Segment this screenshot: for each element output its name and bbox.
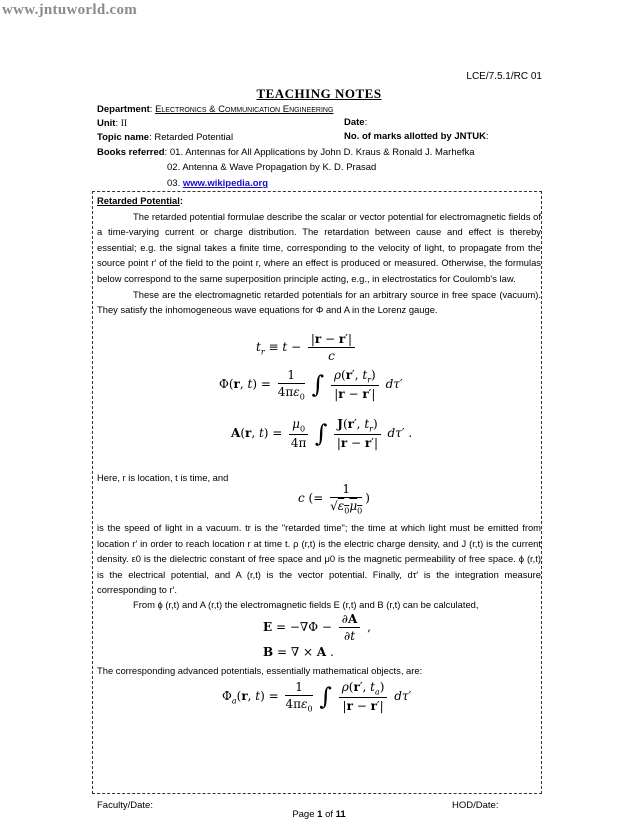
page-total: 11 <box>335 809 346 820</box>
unit-value: II <box>120 119 128 129</box>
document-reference: LCE/7.5.1/RC 01 <box>466 71 542 82</box>
book-3: 03. <box>167 178 183 189</box>
department-value: Electronics & Communication Engineering <box>155 104 334 115</box>
department-line: Department: Electronics & Communication Engineering <box>97 104 334 115</box>
book-3-line <box>167 178 268 189</box>
unit-label: Unit <box>97 118 116 129</box>
books-label: Books referred <box>97 147 165 158</box>
books-line: Books referred: 01. Antennas for All Applications by John D. Kraus & Ronald J. Marhefka <box>97 147 475 158</box>
topic-value: Retarded Potential <box>154 132 234 143</box>
unit-line: Unit: II <box>97 118 128 129</box>
faculty-date: Faculty/Date: <box>97 800 153 811</box>
paragraph-6: The corresponding advanced potentials, essentially mathematical objects, are: <box>97 665 423 676</box>
paragraph-1: The retarded potential formulae describe the scalar or vector potential for electromagnetic fields of a time-varying current or charge distribution. The retardation between cause and effect is thereby essential; e.g. the signal takes a finite time, corresponding to the velocity of light, to propagate from the source point r′ of the field to the point r, where an effect is produced or measured. Otherwise, the formulas below correspond to the same superposition principle acting, e.g., in electrostatics for Coulomb's law. <box>97 210 541 284</box>
watermark: www.jntuworld.com <box>2 2 138 18</box>
equation-vector-potential: A(r, t) = $\frac{\mu_0}{4\pi}$ ∫ $\frac{J(r', t_r)}{|r - r'|}$ dτ′ . <box>231 417 413 451</box>
wikipedia-link[interactable]: www.wikipedia.org <box>182 178 269 189</box>
equation-speed-of-light: c (= $\frac{1}{√\varepsilon_0\mu_0}$ ) <box>298 482 370 516</box>
topic-line: Topic name: Retarded Potential <box>97 132 234 143</box>
marks-line: No. of marks allotted by JNTUK: <box>344 131 489 142</box>
paragraph-3: Here, r is location, t is time, and <box>97 472 229 483</box>
date-label: Date <box>344 117 365 128</box>
book-1: 01. Antennas for All Applications by John D. Kraus & Ronald J. Marhefka <box>169 147 475 158</box>
page-title: TEACHING NOTES <box>256 86 382 101</box>
paragraph-2: These are the electromagnetic retarded potentials for an arbitrary source in free space (vacuum). They satisfy the inhomogeneous wave equations for Φ and A in the Lorenz gauge. <box>97 288 541 316</box>
paragraph-4: is the speed of light in a vacuum. tr is the "retarded time"; the time at which light must be emitted from location r′ in order to reach location r at time t. ρ (r,t) is the electric charge density, and J (r,t) is the current density. ε0 is the dielectric constant of free space and μ0 is the magnetic permeability of free space. ϕ (r,t) is the electrical potential, and A (r,t) is the vector potential. Finally, dτ′ is the integration measure corresponding to r′. <box>97 522 541 596</box>
page-of: of <box>322 809 336 820</box>
equation-retarded-time: $t_r \equiv t$ − $\frac{|r - r'|}{c}$ <box>256 332 358 363</box>
equation-electric-field: E = −∇Φ − $\frac{\partial A}{\partial t}$ , <box>263 612 371 643</box>
equation-magnetic-field: B = ∇ × A . <box>263 645 334 659</box>
paragraph-5: From ϕ (r,t) and A (r,t) the electromagnetic fields E (r,t) and B (r,t) can be calculated, <box>133 599 479 610</box>
content-text: Retarded Potential: The retarded potential formulae describe the scalar or vector potential for electromagnetic fields of a time-varying current or charge distribution. The retardation between cause and effect is thereby essential; e.g. the signal takes a finite time, corresponding to the velocity of light, to propagate from the source point r′ of the field to the point r, where an effect is produced or measured. Otherwise, the formulas below correspond to the same superposition principle acting, e.g., in electrostatics for Coulomb's law. These are the electromagnetic retarded potentials for an arbitrary source in free space (vacuum). They satisfy the inhomogeneous wave equations for Φ and A in the Lorenz gauge. <box>97 193 541 318</box>
page-prefix: Page <box>292 809 318 820</box>
department-label: Department <box>97 104 150 115</box>
paragraph-5-wrap <box>97 597 541 613</box>
hod-date: HOD/Date: <box>452 800 499 811</box>
equation-scalar-potential: Φ(r, t) = $\frac{1}{4\pi\varepsilon_0}$ ∫ $\frac{\rho(r', t_r)}{|r - r'|}$ dτ′ <box>219 368 403 402</box>
topic-label: Topic name <box>97 132 150 143</box>
equation-advanced-potential: $\Phi_a(r$, t) = $\frac{1}{4\pi\varepsilon_0}$ ∫ $\frac{\rho(r', t_a)}{|r - r'|}$ dτ′ <box>222 680 412 714</box>
page-current: 1 <box>317 809 323 820</box>
book-2: 02. Antenna & Wave Propagation by K. D. Prasad <box>167 162 377 173</box>
date-line: Date: <box>344 117 368 128</box>
page-number <box>0 809 638 820</box>
marks-label: No. of marks allotted by JNTUK <box>344 131 486 142</box>
section-heading: Retarded Potential <box>97 195 180 206</box>
